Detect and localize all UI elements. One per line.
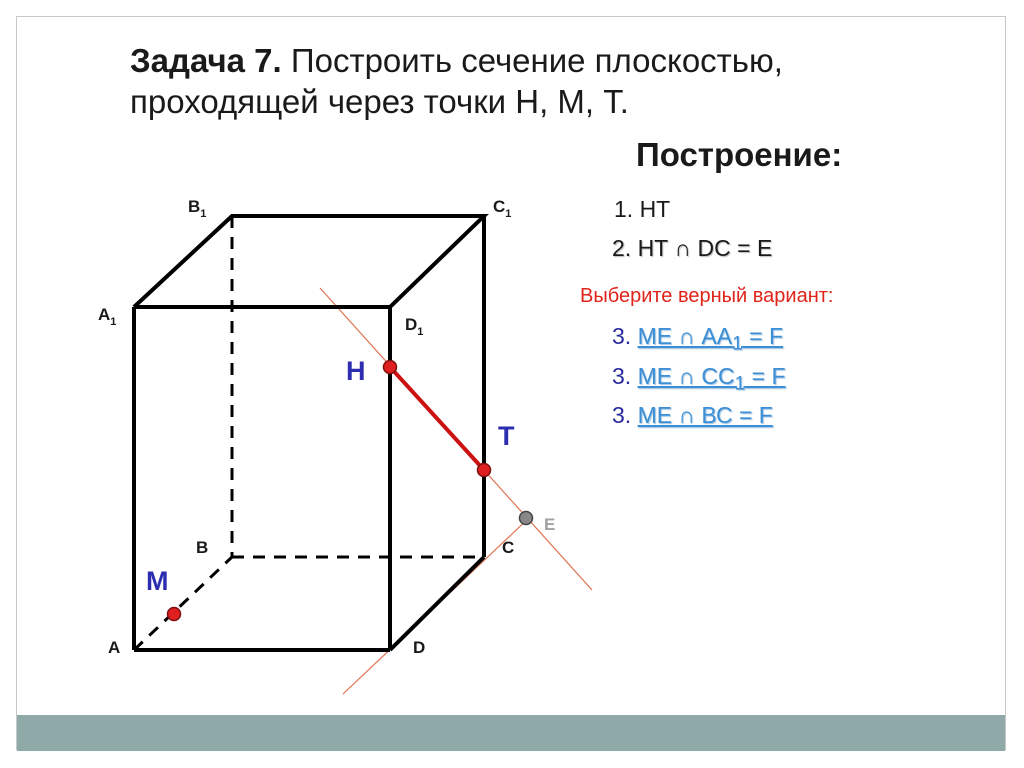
task-number: Задача 7. (130, 42, 282, 79)
construction-step-1: 1. НТ (614, 196, 671, 222)
point-h (384, 361, 397, 374)
label-c: C (502, 538, 515, 557)
point-e (520, 512, 533, 525)
task-text-line2: проходящей через точки Н, М, Т. (130, 83, 629, 120)
label-b1: $B_1$ (188, 197, 207, 220)
option-text: МЕ ∩ АА (637, 323, 733, 349)
top-face (134, 216, 484, 307)
edge-d-c (390, 557, 484, 650)
option-tail: = F (742, 323, 783, 349)
label-a: A (108, 638, 121, 657)
construction-step-2: 2. НТ ∩ DC = E (612, 235, 773, 261)
option-text: МЕ ∩ СС (637, 363, 735, 389)
option-number: 3. (612, 363, 632, 389)
label-b: B (196, 538, 209, 557)
option-sub: 1 (732, 333, 743, 355)
option-number: 3. (612, 402, 632, 428)
label-a1: $A_1$ (98, 305, 117, 328)
construction-heading: Построение: (636, 136, 843, 173)
option-tail: = F (745, 363, 786, 389)
choose-prompt: Выберите верный вариант: (580, 285, 834, 307)
option-text: МЕ ∩ ВС = F (637, 402, 773, 428)
label-m: М (146, 566, 169, 596)
segment-ht (390, 367, 484, 470)
option-number: 3. (612, 323, 632, 349)
label-t: Т (498, 421, 515, 451)
label-h: Н (346, 356, 366, 386)
point-t (478, 464, 491, 477)
label-e: Е (544, 515, 556, 534)
task-text: Построить сечение плоскостью, (281, 42, 783, 79)
label-d: D (413, 638, 426, 657)
label-d1: $D_1$ (405, 315, 424, 338)
option-sub: 1 (734, 373, 746, 395)
label-c1: $C_1$ (493, 197, 512, 220)
point-m (168, 608, 181, 621)
